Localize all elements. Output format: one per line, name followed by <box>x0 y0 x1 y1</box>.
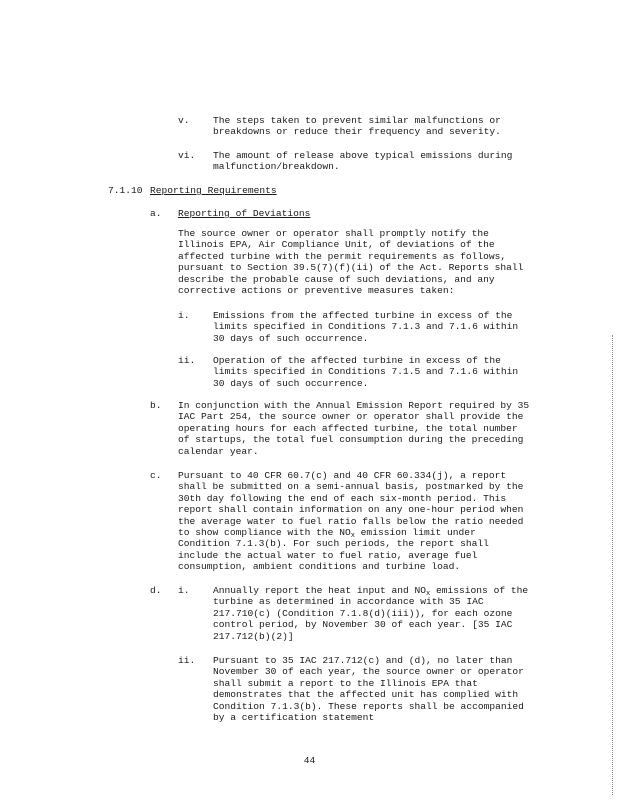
item-vi-text: The amount of release above typical emissions during malfunction/breakdown. <box>213 150 513 173</box>
item-c-label: c. <box>150 470 162 481</box>
item-a-label: a. <box>150 208 162 219</box>
item-d-ii-label: ii. <box>178 655 196 666</box>
item-a-body: The source owner or operator shall promptly notify the Illinois EPA, Air Compliance Unit, of deviations of the affected turbine with the permit requirements as follows, pursuant to Section 39.5(7)(f)(ii) of the Act. Reports shall describe the probable cause of such deviations, and any corrective actions or preventive measures taken: <box>178 228 524 297</box>
item-b-text: In conjunction with the Annual Emission Report required by 35 IAC Part 254, the source owner or operator shall provide the operating hours for each affected turbine, the total number of startups, the total fuel consumption during the preceding calendar year. <box>178 400 530 457</box>
item-a-i-label: i. <box>178 310 190 321</box>
item-v-text: The steps taken to prevent similar malfunctions or breakdowns or reduce their frequency and severity. <box>213 115 501 138</box>
section-title: Reporting Requirements <box>150 185 277 196</box>
page-number: 44 <box>303 755 316 766</box>
item-v-label: v. <box>178 115 190 126</box>
item-a-ii-label: ii. <box>178 355 196 366</box>
item-a-ii-text: Operation of the affected turbine in excess of the limits specified in Conditions 7.1.5 and 7.1.6 within 30 days of such occurrence. <box>213 355 519 389</box>
item-d-ii-text: Pursuant to 35 IAC 217.712(c) and (d), no later than November 30 of each year, the source owner or operator shall submit a report to the Illinois EPA that demonstrates that the affected unit has complied with Condition 7.1.3(b). These reports shall be accompanied by a certification statement <box>213 655 524 724</box>
item-d-label: d. <box>150 585 162 596</box>
item-vi-label: vi. <box>178 150 196 161</box>
scan-edge-line <box>612 335 613 795</box>
section-number: 7.1.10 <box>108 185 143 196</box>
item-b-label: b. <box>150 400 162 411</box>
item-a-i-text: Emissions from the affected turbine in excess of the limits specified in Conditions 7.1.3 and 7.1.6 within 30 days of such occurrence. <box>213 310 519 344</box>
item-d-i-label: i. <box>178 585 190 596</box>
item-d-i-text: Annually report the heat input and $NO_x$ emissions of the turbine as determined in accordance with 35 IAC 217.710(c) (Condition 7.1.8(d)(iii)), for each ozone control period, by November 30 of each year. [35 IAC 217.712(b)(2)] <box>213 585 529 642</box>
item-c-text: Pursuant to 40 CFR 60.7(c) and 40 CFR 60.334(j), a report shall be submitted on a semi-annual basis, postmarked by the 30th day following the end of each six-month period. This report shall contain information on any one-hour period when the average water to fuel ratio falls below the ratio needed to show compliance with the $NO_x$ emission limit under Condition 7.1.3(b). For such periods, the report shall include the actual water to fuel ratio, average fuel consumption, ambient conditions and turbine load. <box>178 470 524 573</box>
item-a-title: Reporting of Deviations <box>178 208 311 219</box>
